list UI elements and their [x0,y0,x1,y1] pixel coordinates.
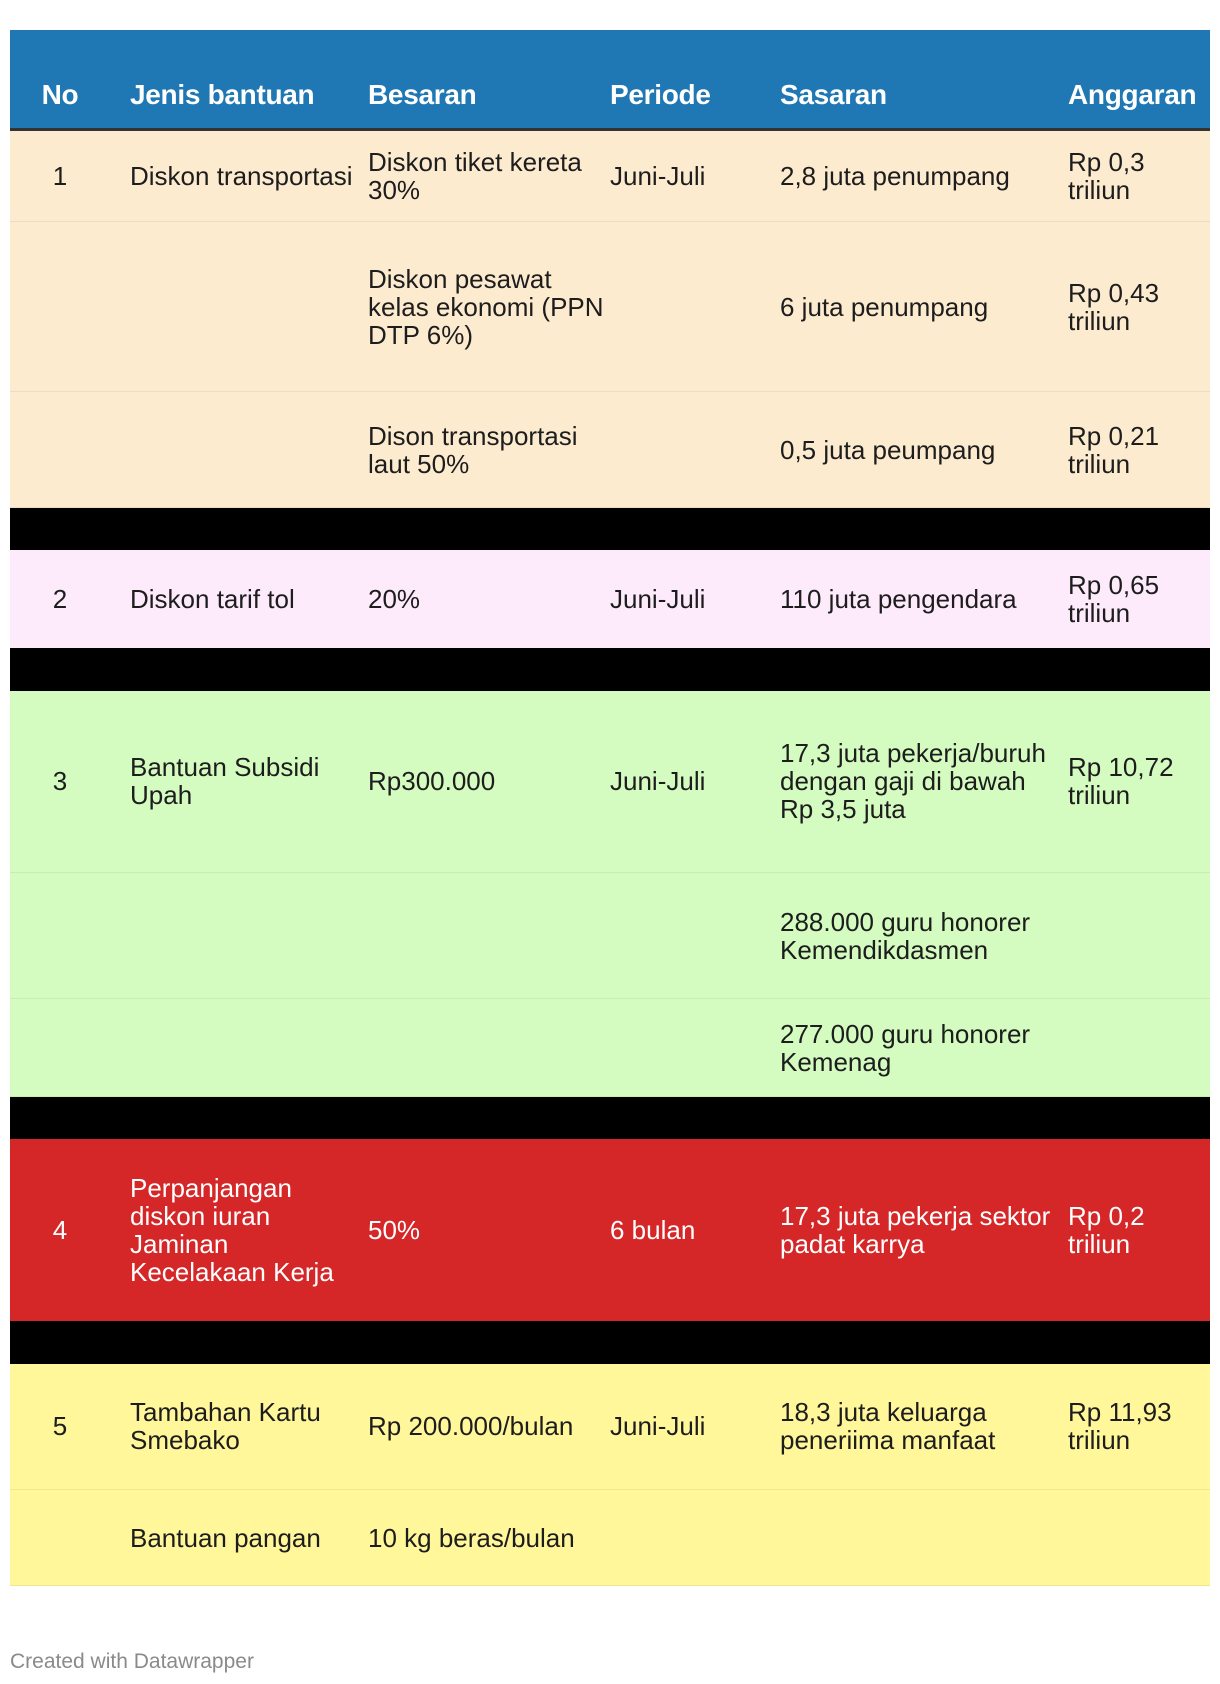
cell-periode [610,222,780,392]
cell-sasaran: 2,8 juta penumpang [780,130,1068,222]
table-body [10,130,1210,1586]
cell-no [10,1490,130,1586]
cell-jenis: Perpanjangan diskon iuran Jaminan Kecelakaan Kerja [130,1139,368,1321]
cell-no [10,222,130,392]
cell-jenis: Bantuan Subsidi Upah [130,691,368,873]
cell-sasaran: 18,3 juta keluarga peneriima manfaat [780,1364,1068,1490]
cell-periode [610,873,780,999]
cell-jenis: Diskon transportasi [130,130,368,222]
table-row [10,222,1210,392]
header-periode[interactable]: Periode [610,30,780,130]
table-header [10,30,1210,130]
cell-anggaran: Rp 0,65 triliun [1068,550,1210,648]
header-anggaran[interactable]: Anggaran [1068,30,1210,130]
cell-anggaran [1068,873,1210,999]
cell-no [10,999,130,1097]
cell-periode: 6 bulan [610,1139,780,1321]
table-row [10,1490,1210,1586]
table-row [10,130,1210,222]
cell-sasaran [780,1490,1068,1586]
data-table [10,30,1210,1586]
cell-anggaran: Rp 10,72 triliun [1068,691,1210,873]
cell-jenis [130,392,368,508]
cell-jenis: Bantuan pangan [130,1490,368,1586]
table-row [10,1139,1210,1321]
group-separator [10,648,1210,691]
cell-no [10,392,130,508]
cell-sasaran: 110 juta pengendara [780,550,1068,648]
group-separator [10,1321,1210,1364]
cell-besaran: Diskon tiket kereta 30% [368,130,610,222]
cell-periode: Juni-Juli [610,691,780,873]
header-row [10,30,1210,130]
cell-anggaran: Rp 0,43 triliun [1068,222,1210,392]
cell-periode [610,999,780,1097]
cell-no: 5 [10,1364,130,1490]
cell-sasaran: 17,3 juta pekerja/buruh dengan gaji di bawah Rp 3,5 juta [780,691,1068,873]
table-row [10,873,1210,999]
cell-periode: Juni-Juli [610,130,780,222]
group-separator [10,1097,1210,1140]
cell-besaran: Diskon pesawat kelas ekonomi (PPN DTP 6%) [368,222,610,392]
table-row [10,1364,1210,1490]
header-no[interactable]: No [10,30,130,130]
cell-sasaran: 288.000 guru honorer Kemendikdasmen [780,873,1068,999]
table-row [10,691,1210,873]
cell-anggaran: Rp 0,3 triliun [1068,130,1210,222]
table-row [10,550,1210,648]
cell-besaran [368,999,610,1097]
cell-no: 2 [10,550,130,648]
cell-anggaran: Rp 0,2 triliun [1068,1139,1210,1321]
header-besaran[interactable]: Besaran [368,30,610,130]
cell-besaran: 50% [368,1139,610,1321]
cell-besaran: Dison transportasi laut 50% [368,392,610,508]
cell-anggaran [1068,999,1210,1097]
cell-jenis [130,999,368,1097]
group-separator [10,508,1210,551]
cell-sasaran: 0,5 juta peumpang [780,392,1068,508]
cell-besaran: 20% [368,550,610,648]
cell-no: 3 [10,691,130,873]
header-sasaran[interactable]: Sasaran [780,30,1068,130]
cell-periode: Juni-Juli [610,1364,780,1490]
cell-sasaran: 17,3 juta pekerja sektor padat karrya [780,1139,1068,1321]
table-row [10,392,1210,508]
cell-no: 4 [10,1139,130,1321]
cell-jenis [130,873,368,999]
data-table-container [10,30,1210,1586]
cell-besaran: Rp 200.000/bulan [368,1364,610,1490]
cell-anggaran: Rp 11,93 triliun [1068,1364,1210,1490]
cell-no [10,873,130,999]
table-row [10,999,1210,1097]
cell-periode: Juni-Juli [610,550,780,648]
cell-sasaran: 277.000 guru honorer Kemenag [780,999,1068,1097]
cell-periode [610,392,780,508]
cell-besaran [368,873,610,999]
cell-jenis: Tambahan Kartu Smebako [130,1364,368,1490]
cell-periode [610,1490,780,1586]
cell-besaran: 10 kg beras/bulan [368,1490,610,1586]
cell-jenis [130,222,368,392]
header-jenis[interactable]: Jenis bantuan [130,30,368,130]
footer-credit[interactable]: Created with Datawrapper [10,1650,254,1673]
cell-besaran: Rp300.000 [368,691,610,873]
cell-anggaran [1068,1490,1210,1586]
cell-sasaran: 6 juta penumpang [780,222,1068,392]
cell-anggaran: Rp 0,21 triliun [1068,392,1210,508]
cell-no: 1 [10,130,130,222]
cell-jenis: Diskon tarif tol [130,550,368,648]
